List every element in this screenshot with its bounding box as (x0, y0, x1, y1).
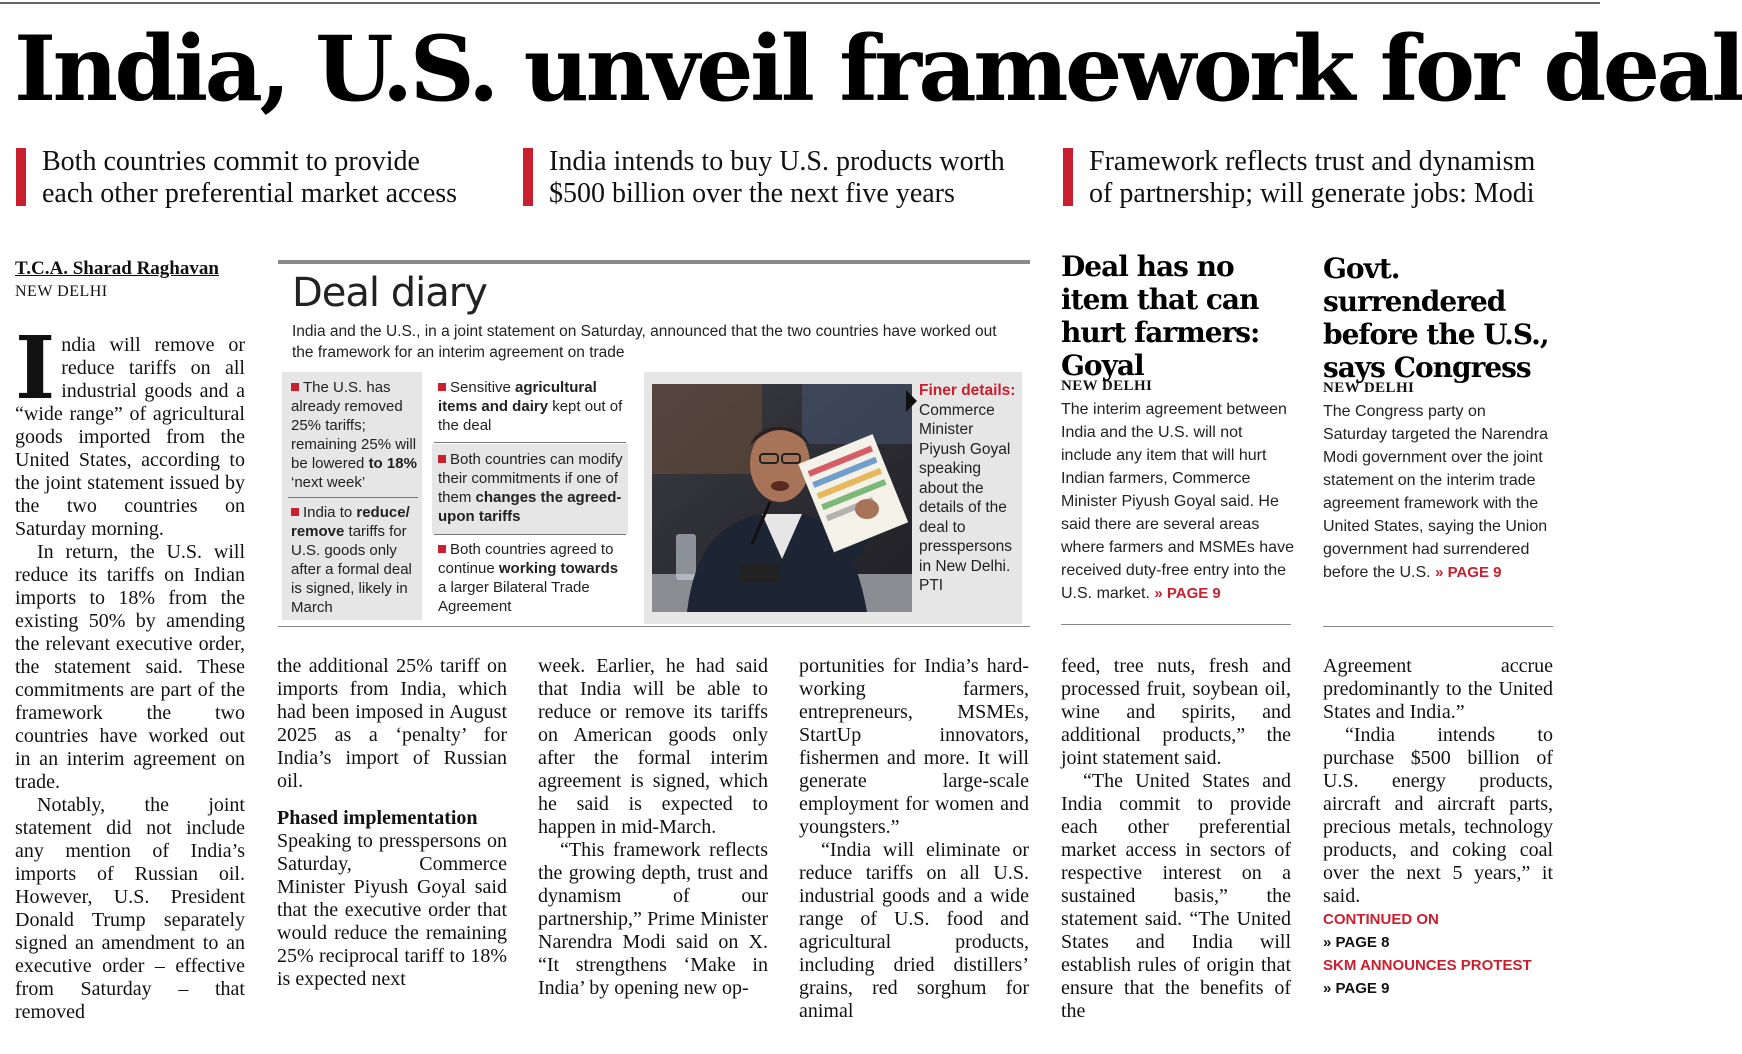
item-emphasis: changes the agreed-upon tariffs (438, 489, 622, 525)
article-paragraph: the additional 25% tariff on imports from India, which had been imposed in August 2025 as a ‘penalty’ for India’s import of Russian oil. (277, 655, 507, 792)
caption-text: Commerce Minister Piyush Goyal speaking about the details of the deal to presspersons in New Delhi. (919, 401, 1013, 575)
side-story-1-headline: Deal has no item that can hurt farmers: Goyal (1061, 250, 1260, 382)
item-emphasis: reduce/ remove (291, 504, 410, 540)
bullet-square-icon (438, 455, 446, 463)
item-text: ‘next week’ (291, 474, 366, 491)
article-paragraph: Notably, the joint statement did not include any mention of India’s imports of Russian oil. However, U.S. President Donald Trump separately signed an amendment to an executive order – effective from Saturday – that removed (15, 794, 245, 1023)
deck-line: India intends to buy U.S. products worth (549, 146, 1005, 177)
item-text: kept out of the deal (438, 398, 623, 434)
item-text: Both countries can modify their commitments if one of them (438, 451, 623, 506)
bullet-square-icon (291, 383, 299, 391)
article-column-1 (15, 318, 245, 1023)
article-paragraph: Agreement accrue predominantly to the United States and India.” (1323, 655, 1553, 723)
divider (1323, 626, 1553, 627)
bullet-square-icon (438, 545, 446, 553)
caption-pointer-icon (906, 390, 917, 412)
deal-diary-rule (278, 260, 1030, 264)
continued-label: CONTINUED ON (1323, 911, 1439, 928)
article-column-4 (799, 655, 1029, 1022)
dateline: NEW DELHI (15, 283, 108, 300)
side-story-2-headline: Govt. surrendered before the U.S., says Congress (1323, 252, 1549, 384)
deck-line: Framework reflects trust and dynamism (1089, 146, 1536, 177)
item-text: tariffs for U.S. goods only after a formal deal is signed, likely in March (291, 523, 412, 616)
article-column-5 (1061, 655, 1291, 1022)
deal-diary-item (291, 503, 423, 617)
bullet-square-icon (291, 508, 299, 516)
item-emphasis: to 18% (368, 455, 417, 472)
bullet-square-icon (438, 383, 446, 391)
top-rule (0, 2, 1600, 4)
article-paragraph: Speaking to presspersons on Saturday, Commerce Minister Piyush Goyal said that the executive order that would reduce the remaining 25% reciprocal tariff to 18% is expected next (277, 830, 507, 990)
deck-line: Both countries commit to provide (42, 146, 420, 177)
deck-bar (523, 148, 533, 206)
deal-diary-bottom-rule (278, 626, 1030, 627)
deal-diary-item (438, 540, 628, 616)
article-paragraph: In return, the U.S. will reduce its tariffs on Indian imports to 18% from the existing 50% by amending the relevant executive order, the statement said. These commitments are part of the framework the two countries have worked out in an interim agreement on trade. (15, 541, 245, 793)
deal-diary-item (438, 450, 628, 526)
news-photo-illustration (652, 384, 912, 612)
article-column-3 (538, 655, 768, 1001)
deck-bar (1063, 148, 1073, 206)
article-paragraph: “India intends to purchase $500 billion of U.S. energy products, aircraft and aircraft parts, precious metals, technology products, and coking coal over the next 5 years,” it said. (1323, 724, 1553, 907)
article-paragraph: feed, tree nuts, fresh and processed fruit, soybean oil, wine and spirits, and additional products,” the joint statement said. (1061, 655, 1291, 769)
item-text: Sensitive (450, 379, 516, 396)
photo-caption (919, 381, 1019, 596)
article-column-6 (1323, 655, 1553, 907)
deal-diary-intro: India and the U.S., in a joint statement on Saturday, announced that the two countries have worked out the framework for an interim agreement on trade (292, 323, 997, 361)
headline: India, U.S. unveil framework for deal (14, 16, 1742, 122)
side-story-2-body (1323, 400, 1553, 584)
item-text: a larger Bilateral Trade Agreement (438, 579, 590, 615)
drop-cap: I (15, 318, 56, 419)
article-subhead: Phased implementation (277, 807, 478, 829)
deal-diary-item (438, 378, 628, 435)
caption-label: Finer details: (919, 382, 1016, 399)
deck-line: of partnership; will generate jobs: Modi (1089, 178, 1535, 209)
deck-bar (16, 148, 26, 206)
news-photo (652, 384, 912, 612)
deck-2 (523, 146, 1043, 214)
article-column-2 (277, 655, 507, 1001)
divider (1061, 624, 1291, 625)
side-story-2-dateline: NEW DELHI (1323, 380, 1415, 396)
item-emphasis: agricultural items and dairy (438, 379, 597, 415)
deal-diary-title: Deal diary (292, 270, 487, 316)
side-story-1-body (1061, 398, 1295, 605)
divider (434, 442, 626, 443)
item-emphasis: working towards (498, 560, 619, 577)
article-paragraph: “The United States and India commit to provide each other preferential market access in sectors of respective interest on a sustained basis,” the statement said. “The United States and India will establish rules of origin that ensure that the benefits of the (1061, 770, 1291, 1022)
caption-credit: PTI (919, 577, 944, 594)
side-story-1-dateline: NEW DELHI (1061, 378, 1153, 394)
article-paragraph: week. Earlier, he had said that India will be able to reduce or remove its tariffs on American goods only after the formal interim agreement is signed, which he said is expected to happen in mid-March. (538, 655, 768, 838)
item-text: Both countries agreed to continue (438, 541, 614, 577)
page-reference-link[interactable]: » PAGE 9 (1435, 564, 1502, 581)
deck-line: $500 billion over the next five years (549, 178, 955, 209)
byline: T.C.A. Sharad Raghavan (15, 258, 219, 279)
article-paragraph: ndia will remove or reduce tariffs on all industrial goods and a “wide range” of agricultural goods imported from the United States, according to the joint statement issued by the two countries on Saturday morning. (15, 334, 245, 540)
article-paragraph: “This framework reflects the growing depth, trust and dynamism of our partnership,” Prime Minister Narendra Modi said on X. “It strengthens ‘Make in India’ by opening new op- (538, 839, 768, 999)
item-text: India to (303, 504, 357, 521)
item-text: The U.S. has already removed 25% tariffs; remaining 25% will be lowered (291, 379, 417, 472)
article-paragraph: portunities for India’s hard-working farmers, entrepreneurs, MSMEs, StartUp innovators, fishermen and more. It will generate large-scale employment for women and youngsters.” (799, 655, 1029, 838)
deal-diary-item (291, 378, 421, 492)
divider (288, 497, 418, 498)
deck-1 (16, 146, 496, 214)
deck-3 (1063, 146, 1593, 214)
related-page-link[interactable]: » PAGE 9 (1323, 980, 1390, 997)
deck-line: each other preferential market access (42, 178, 458, 209)
continued-page-link[interactable]: » PAGE 8 (1323, 934, 1390, 951)
divider (434, 534, 626, 535)
article-paragraph: “India will eliminate or reduce tariffs on all U.S. industrial goods and a wide range of U.S. food and agricultural products, including dried distillers’ grains, red sorghum for animal (799, 839, 1029, 1022)
side-story-text: The Congress party on Saturday targeted the Narendra Modi government over the joint statement on the interim trade agreement framework with the United States, saying the Union government had surrendered before the U.S. (1323, 403, 1549, 581)
page-reference-link[interactable]: » PAGE 9 (1154, 585, 1221, 602)
related-story-label: SKM ANNOUNCES PROTEST (1323, 957, 1532, 974)
side-story-text: The interim agreement between India and the U.S. will not include any item that will hurt Indian farmers, Commerce Minister Piyush Goyal said. He said there are several areas where farmers and MSMEs have received duty-free entry into the U.S. market. (1061, 401, 1294, 602)
